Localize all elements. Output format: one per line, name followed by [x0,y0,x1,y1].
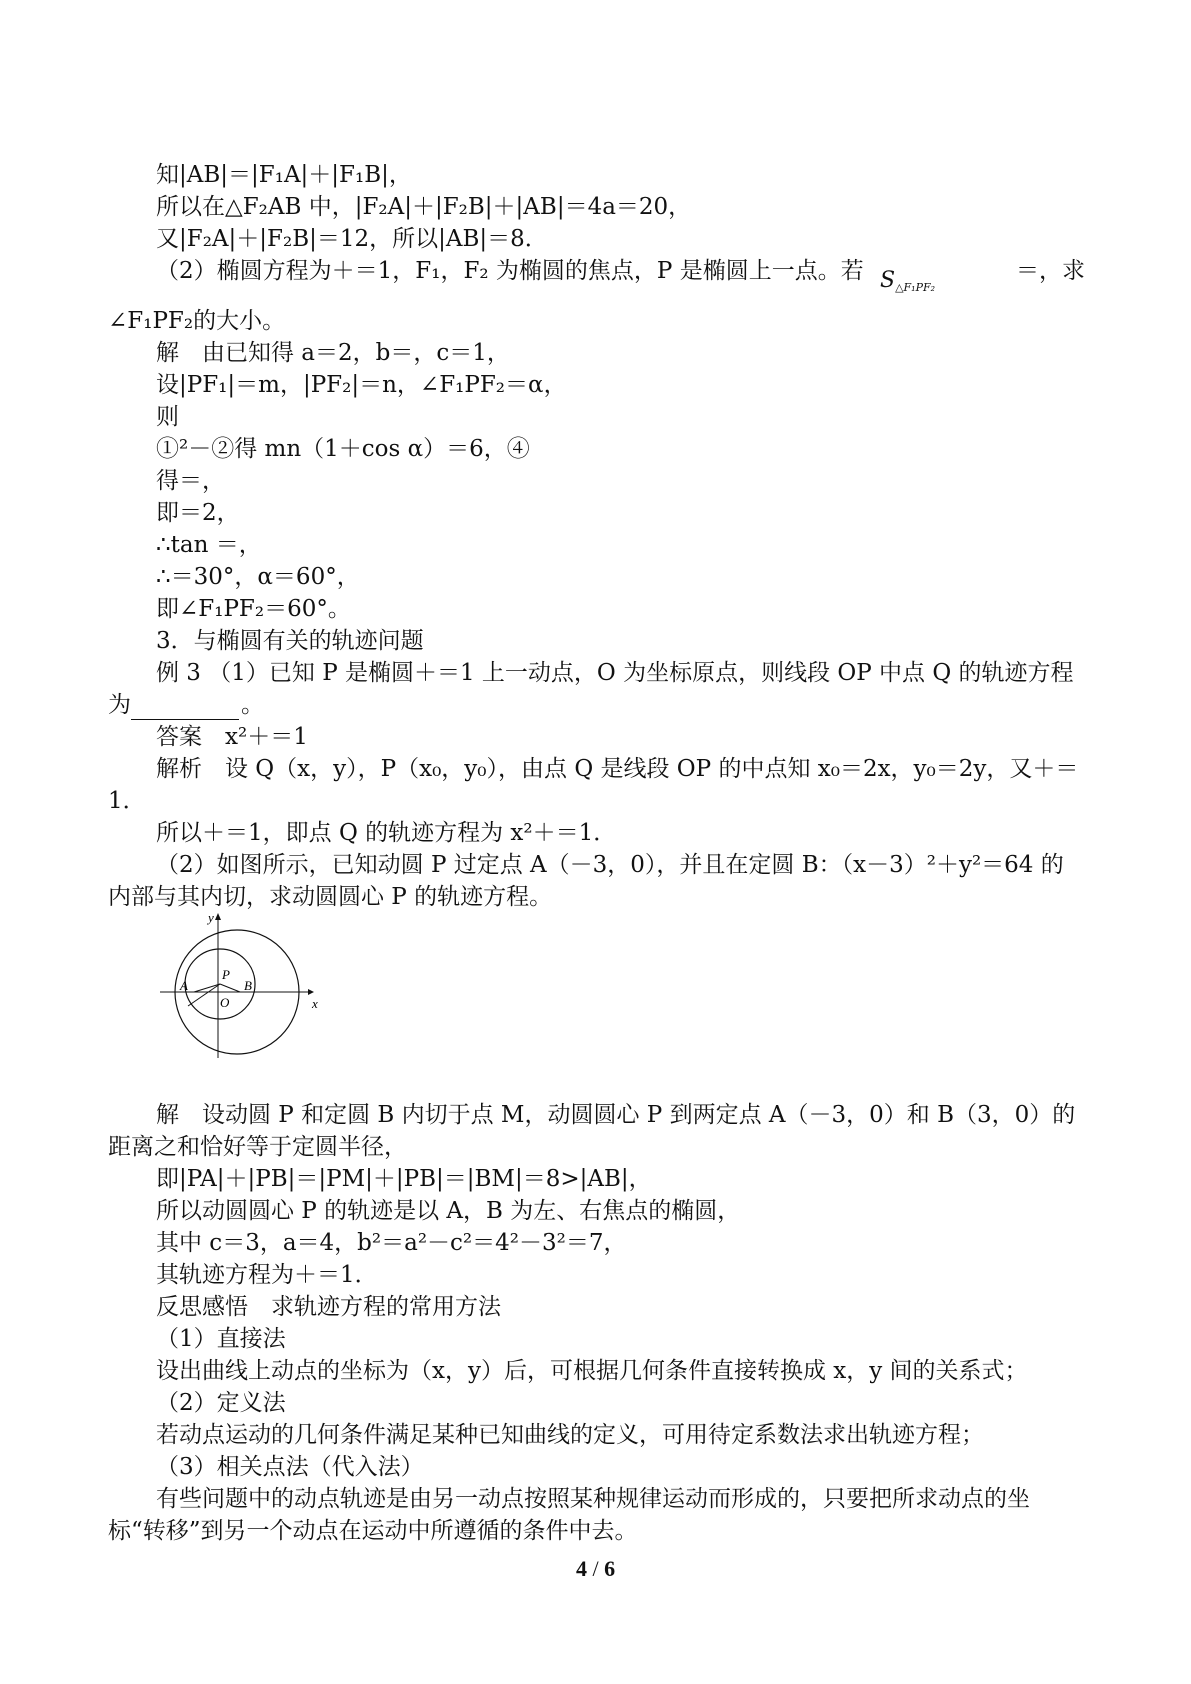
text-prefix: 为 [108,692,131,718]
circle-diagram [158,908,318,1060]
text-line: ∴＝30°，α＝60°， [156,564,360,590]
text-line: 知|AB|＝|F₁A|＋|F₁B|， [156,162,412,188]
text-line: 有些问题中的动点轨迹是由另一动点按照某种规律运动而形成的，只要把所求动点的坐 [156,1486,1030,1512]
text-line: 设|PF₁|＝m，|PF₂|＝n，∠F₁PF₂＝α， [156,372,567,398]
text-line: （3）相关点法（代入法） [156,1454,424,1480]
text-line: （2）定义法 [156,1390,286,1416]
text-line: 所以＋＝1，即点 Q 的轨迹方程为 x²＋＝1． [156,820,617,846]
text-line: （1）直接法 [156,1326,286,1352]
label-o: O [220,995,230,1010]
text-line: ∠F₁PF₂的大小。 [108,308,286,334]
section-heading: 反思感悟 求轨迹方程的常用方法 [156,1294,501,1320]
section-heading: 3．与椭圆有关的轨迹问题 [156,628,424,654]
answer-blank [131,697,239,720]
text-line: ＝，求 [1016,258,1085,284]
text-line: 例 3 （1）已知 P 是椭圆＋＝1 上一动点，O 为坐标原点，则线段 OP 中点 Q 的轨迹方程 [156,660,1074,686]
label-x: x [312,996,318,1011]
page-total: 6 [604,1556,616,1581]
text-line: 若动点运动的几何条件满足某种已知曲线的定义，可用待定系数法求出轨迹方程； [156,1422,984,1448]
page-current: 4 [575,1556,587,1581]
page-number [0,1556,1191,1582]
text-line: 其轨迹方程为＋＝1． [156,1262,378,1288]
label-p: P [222,967,230,982]
text-line: 其中 c＝3，a＝4，b²＝a²－c²＝4²－3²＝7， [156,1230,627,1256]
text-line: 解析 设 Q（x，y），P（x₀，y₀），由点 Q 是线段 OP 的中点知 x₀＝2x，y₀＝2y，又＋＝ [156,756,1079,782]
text-line: ∴tan ＝， [156,532,262,558]
triangle-area-symbol [880,268,935,293]
text-line: 解 设动圆 P 和定圆 B 内切于点 M，动圆圆心 P 到两定点 A（－3，0）和 B（3，0）的 [156,1102,1076,1128]
text-line: （2）椭圆方程为＋＝1，F₁，F₂ 为椭圆的焦点，P 是椭圆上一点。若 [156,258,864,284]
text-line: 所以在△F₂AB 中，|F₂A|＋|F₂B|＋|AB|＝4a＝20， [156,194,692,220]
circle-figure [158,908,318,1064]
text-line: 又|F₂A|＋|F₂B|＝12，所以|AB|＝8． [156,226,548,252]
text-line: 即＝2， [156,500,240,526]
text-line: 设出曲线上动点的坐标为（x，y）后，可根据几何条件直接转换成 x，y 间的关系式； [156,1358,1028,1384]
text-line: 得＝， [156,468,225,494]
area-subscript: △F₁PF₂ [895,281,936,294]
text-line: 距离之和恰好等于定圆半径， [108,1134,407,1160]
text-line: 解 由已知得 a＝2，b＝，c＝1， [156,340,510,366]
text-line: 标“转移”到另一个动点在运动中所遵循的条件中去。 [108,1518,638,1544]
label-y: y [208,910,214,925]
text-suffix: 。 [241,692,264,718]
text-line: 答案 x²＋＝1 [156,724,308,750]
text-line: 即|PA|＋|PB|＝|PM|＋|PB|＝|BM|＝8>|AB|， [156,1166,652,1192]
text-line: 内部与其内切，求动圆圆心 P 的轨迹方程。 [108,884,553,910]
area-s: S [880,268,896,293]
text-line: 即∠F₁PF₂＝60°。 [156,596,351,622]
page-separator: / [586,1556,605,1581]
text-line: ①²－②得 mn（1＋cos α）＝6，④ [156,436,530,462]
text-line: （2）如图所示，已知动圆 P 过定点 A（－3，0），并且在定圆 B：（x－3）²＋y²＝64 的 [156,852,1064,878]
answer-blank-line [108,690,264,720]
label-b: B [244,978,252,993]
label-a: A [180,978,188,993]
text-line: 1． [108,788,146,814]
text-line: 所以动圆圆心 P 的轨迹是以 A，B 为左、右焦点的椭圆， [156,1198,741,1224]
text-line: 则 [156,404,179,430]
